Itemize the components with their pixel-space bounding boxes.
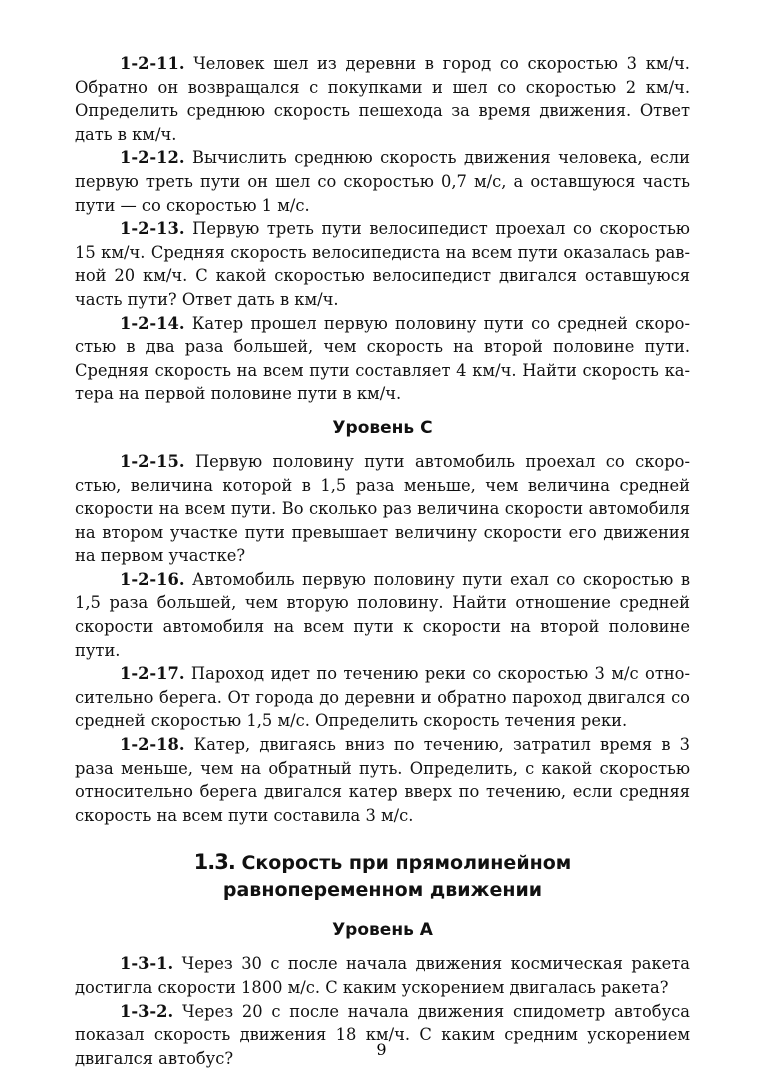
problem-1-3-1 — [75, 952, 690, 999]
problem-number: 1-2-15. — [120, 451, 185, 471]
problem-number: 1-2-17. — [120, 664, 185, 684]
section-heading — [75, 849, 690, 904]
problem-1-2-13 — [75, 217, 690, 311]
problem-1-2-17 — [75, 662, 690, 733]
problem-text: Через 20 с после начала движения спидометр автобуса показал скорость движения 18 км/ч. С каким средним ускорением двигался автобус? — [75, 1001, 690, 1068]
problem-text: Катер прошел первую половину пути со средней скоростью в два раза большей, чем скорость на второй половине пути. Средняя скорость на всем пути составляет 4 км/ч. Найти скорость катера на первой половине пути в км/ч. — [75, 313, 691, 404]
problem-number: 1-2-18. — [120, 735, 185, 755]
problem-text: Вычислить среднюю скорость движения человека, если первую треть пути он шел со скоростью 0,7 м/с, а оставшуюся часть пути — со скоростью 1 м/с. — [75, 148, 690, 215]
problem-number: 1-2-11. — [120, 54, 185, 73]
problem-text: Катер, двигаясь вниз по течению, затратил время в 3 раза меньше, чем на обратный путь. Определить, с какой скоростью относительно берега двигался катер вверх по течению, если средняя скорость на всем пути составила 3 м/с. — [75, 735, 690, 825]
problem-number: 1-2-14. — [120, 313, 185, 333]
level-c-heading: Уровень С — [332, 417, 433, 438]
page-content — [75, 52, 690, 1070]
problem-text: Первую половину пути автомобиль проехал со скоростью, величина которой в 1,5 раза меньше, чем величина средней скорости на всем пути. Во сколько раз величина скорости автомобиля на втором участке пути превышает величину скорости его движения на первом участке? — [75, 451, 690, 566]
problem-text: Человек шел из деревни в город со скоростью 3 км/ч. Обратно он возвращался с покупками и шел со скоростью 2 км/ч. Определить среднюю скорость пешехода за время движения. Ответ дать в км/ч. — [75, 54, 690, 144]
problem-number: 1-3-1. — [120, 954, 174, 974]
problem-number: 1-2-13. — [120, 219, 185, 239]
problem-text: Пароход идет по течению реки со скоростью 3 м/с относительно берега. От города до деревни и обратно пароход двигался со средней скоростью 1,5 м/с. Определить скорость течения реки. — [75, 664, 690, 731]
page-number: 9 — [376, 1040, 387, 1059]
problem-text: Первую треть пути велосипедист проехал со скоростью 15 км/ч. Средняя скорость велосипедиста на всем пути оказалась равной 20 км/ч. С какой скоростью велосипедист двигался оставшуюся часть пути? Ответ дать в км/ч. — [75, 219, 690, 309]
section-title-line1 — [75, 849, 690, 877]
section-title-line2: равнопеременном движении — [222, 879, 543, 902]
problem-1-2-18 — [75, 733, 690, 827]
problem-text: Автомобиль первую половину пути ехал со скоростью в 1,5 раза большей, чем вторую половину. Найти отношение средней скорости автомобиля на всем пути к скорости на второй половине пути. — [75, 569, 690, 660]
problem-1-2-15 — [75, 450, 690, 568]
problem-1-2-16 — [75, 568, 690, 662]
level-a-heading: Уровень А — [332, 920, 433, 941]
problem-1-3-2 — [75, 1000, 690, 1071]
problem-text: Через 30 с после начала движения космическая ракета достигла скорости 1800 м/с. С каким ускорением двигалась ракета? — [75, 954, 690, 997]
section-title-text: Скорость при прямолинейном — [241, 852, 572, 875]
problem-1-2-12 — [75, 146, 690, 217]
problem-1-2-11 — [75, 52, 690, 146]
problem-number: 1-3-2. — [120, 1001, 174, 1021]
problem-1-2-14 — [75, 312, 690, 406]
problem-number: 1-2-16. — [120, 569, 185, 589]
problem-number: 1-2-12. — [120, 148, 185, 168]
section-number: 1.3. — [193, 850, 235, 875]
